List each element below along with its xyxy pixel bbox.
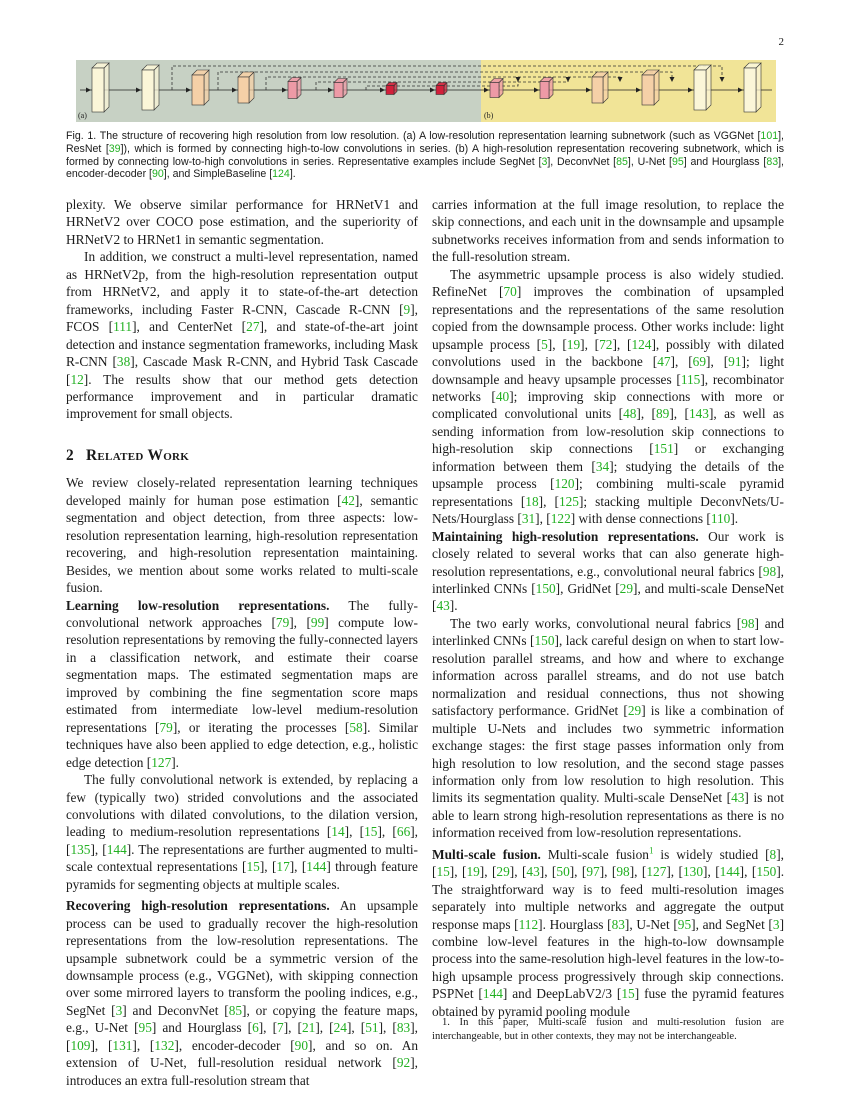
paragraph-heading: Learning low-resolution representations. xyxy=(66,597,330,613)
text-run: ], DeconvNet [ xyxy=(547,155,617,168)
citation-link[interactable]: 24 xyxy=(333,1020,347,1036)
text-run: ], [ xyxy=(449,864,467,880)
text-run: ], [ xyxy=(547,336,567,352)
citation-link[interactable]: 47 xyxy=(657,354,671,370)
text-run: We review closely-related representation learning techniques developed mainly for human pose estimation [ xyxy=(66,475,418,508)
text-run: ], [ xyxy=(666,864,683,880)
paragraph xyxy=(432,615,784,842)
text-run: ]. The straightforward way is to feed multi-resolution images separately into multiple networks and aggregate the output response maps [ xyxy=(432,864,785,932)
citation-link[interactable]: 69 xyxy=(692,354,707,370)
text-run: ]. Hourglass [ xyxy=(538,916,612,932)
citation-link[interactable]: 143 xyxy=(688,406,709,422)
text-run: ], [ xyxy=(378,1020,397,1036)
text-run: ] improves the combination of upsampled representations and the representations of the same resolution copied from the downsample process. Other works include: light upsample process [ xyxy=(432,284,784,352)
citation-link[interactable]: 125 xyxy=(558,493,579,509)
citation-link[interactable]: 43 xyxy=(436,598,450,614)
citation-link[interactable]: 124 xyxy=(631,336,652,352)
text-run: ], [ xyxy=(283,1020,302,1036)
text-run: ]; light downsample and heavy upsample processes [ xyxy=(432,354,785,387)
text-run: ], [ xyxy=(636,406,656,422)
text-run: is widely studied [ xyxy=(653,846,770,862)
section-title: Related Work xyxy=(86,446,190,464)
citation-link[interactable]: 34 xyxy=(595,458,610,474)
text-run: ], recombinator networks [ xyxy=(432,371,784,404)
text-run: Our work is closely related to several works that can also generate high-resolution representations, e.g., convolutional neural fabrics [ xyxy=(432,528,784,579)
citation-link[interactable]: 70 xyxy=(503,284,517,300)
text-run: ]; combining multi-scale pyramid representations [ xyxy=(432,476,784,509)
citation-link[interactable]: 90 xyxy=(151,168,164,181)
text-run: ] combine low-level features in the high-to-low downsample process into the same-resolution high-level features in the low-to-high upsample process progressively through skip connections. PSPNet [ xyxy=(432,916,785,1002)
text-run: ] and DeconvNet [ xyxy=(122,1002,229,1018)
paragraph xyxy=(66,196,418,248)
text-run: ], [ xyxy=(580,336,600,352)
text-run: ]. xyxy=(289,168,296,181)
text-run: ], interlinked CNNs [ xyxy=(432,563,784,596)
citation-link[interactable]: 150 xyxy=(534,633,555,649)
citation-link[interactable]: 92 xyxy=(396,1055,411,1071)
text-run: ], [ xyxy=(509,864,527,880)
text-run: ]. The results show that our method gets detection performance improvement and in particular dramatic improvement for small objects. xyxy=(66,371,418,422)
text-run: ], FCOS [ xyxy=(66,301,418,335)
text-run: ], [ xyxy=(706,354,729,370)
citation-link[interactable]: 83 xyxy=(611,916,625,932)
text-run: ], [ xyxy=(344,824,365,840)
text-run: ], U-Net [ xyxy=(627,155,672,168)
citation-link[interactable]: 15 xyxy=(246,859,260,875)
citation-link[interactable]: 115 xyxy=(680,371,701,387)
citation-link[interactable]: 79 xyxy=(275,614,290,630)
text-run: ], lack careful design on when to start low-resolution parallel streams, and how and where to exchange information across parallel streams, and do not use batch normalization and residual connections, thus not showing satisfactory performance. GridNet [ xyxy=(432,633,784,719)
paragraph xyxy=(432,196,784,266)
citation-link[interactable]: 144 xyxy=(306,859,327,875)
text-run: The fully convolutional network is extended, by replacing a few (typically two) strided convolutions and the associated convolutions with dilated convolutions, to the dilation version, leading to medium-resolution representations [ xyxy=(66,772,418,840)
text-run: ] with dense connections [ xyxy=(570,511,711,527)
text-run: ], ResNet [ xyxy=(66,130,784,155)
citation-link[interactable]: 85 xyxy=(228,1002,243,1018)
citation-link[interactable]: 83 xyxy=(396,1020,411,1036)
text-run: ], or iterating the processes [ xyxy=(172,719,350,735)
citation-link[interactable]: 51 xyxy=(365,1020,379,1036)
text-run: Fig. 1. The structure of recovering high resolution from low resolution. (a) A low-resolution representation learning subnetwork (such as VGGNet [ xyxy=(66,130,761,142)
paragraph-heading: Multi-scale fusion. xyxy=(432,846,541,862)
text-run: ], [ xyxy=(569,864,587,880)
citation-link[interactable]: 144 xyxy=(106,841,127,857)
paragraph xyxy=(66,248,418,423)
text-run: ], [ xyxy=(670,354,693,370)
text-run: ], encoder-decoder [ xyxy=(66,155,784,181)
citation-link[interactable]: 79 xyxy=(159,719,173,735)
text-run: ]. xyxy=(730,511,739,527)
text-run: carries information at the full image resolution, to replace the skip connections, and each unit in the downsample and upsample subnetworks receives information from and sends information to the full-resolution stream. xyxy=(432,197,784,265)
citation-link[interactable]: 15 xyxy=(621,986,635,1002)
citation-link[interactable]: 99 xyxy=(310,614,325,630)
citation-link[interactable]: 43 xyxy=(731,790,745,806)
text-run: ], [ xyxy=(258,1020,278,1036)
citation-link[interactable]: 150 xyxy=(756,864,777,880)
paragraph xyxy=(66,897,418,1089)
citation-link[interactable]: 144 xyxy=(719,864,740,880)
citation-link[interactable]: 95 xyxy=(677,916,692,932)
text-run: ]. xyxy=(449,598,458,614)
paragraph xyxy=(66,597,418,772)
citation-link[interactable]: 19 xyxy=(566,336,581,352)
text-run: ], and SegNet [ xyxy=(691,916,773,932)
citation-link[interactable]: 21 xyxy=(301,1020,316,1036)
text-run: ], U-Net [ xyxy=(624,916,678,932)
citation-link[interactable]: 15 xyxy=(364,824,378,840)
page-number: 2 xyxy=(778,36,784,48)
paragraph-heading: Maintaining high-resolution representations. xyxy=(432,528,699,544)
citation-link[interactable]: 9 xyxy=(403,301,411,317)
text-run: ], as well as sending information from low-resolution skip connections to high-resolution skip connections [ xyxy=(432,406,785,457)
text-run: ], introduces an extra full-resolution stream that xyxy=(66,1055,418,1088)
text-run: ] is like a combination of multiple U-Nets and includes two symmetric information exchange stages: the first stage passes information only from high resolution to low resolution, and the second stage passes information only from low resolution to high resolution. This limits its segmentation quality. Multi-scale DenseNet [ xyxy=(432,703,785,806)
citation-link[interactable]: 42 xyxy=(341,492,355,508)
footnote xyxy=(432,1016,784,1043)
citation-link[interactable]: 5 xyxy=(541,336,548,352)
citation-link[interactable]: 109 xyxy=(70,1037,91,1053)
citation-link[interactable]: 17 xyxy=(276,859,290,875)
citation-link[interactable]: 151 xyxy=(653,441,674,457)
citation-link[interactable]: 15 xyxy=(436,864,450,880)
text-run: ]. The representations are further augmented to multi-scale contextual representations [ xyxy=(66,841,419,875)
paragraph xyxy=(66,474,418,596)
citation-link[interactable]: 127 xyxy=(151,754,172,770)
right-column xyxy=(432,196,784,1020)
text-run: ], and state-of-the-art joint detection and instance segmentation frameworks, including Mask R-CNN [ xyxy=(66,319,418,370)
figure-caption xyxy=(66,130,784,181)
text-run: ] and interlinked CNNs [ xyxy=(432,615,785,649)
citation-link[interactable]: 131 xyxy=(112,1037,133,1053)
citation-link[interactable]: 135 xyxy=(70,841,91,857)
citation-link[interactable]: 29 xyxy=(496,864,510,880)
citation-link[interactable]: 18 xyxy=(525,493,539,509)
citation-link[interactable]: 3 xyxy=(772,916,780,932)
citation-link[interactable]: 39 xyxy=(108,142,121,155)
citation-link[interactable]: 122 xyxy=(550,511,571,527)
citation-link[interactable]: 127 xyxy=(646,864,667,880)
left-column xyxy=(66,196,418,1089)
citation-link[interactable]: 38 xyxy=(116,354,131,370)
text-run: ], [ xyxy=(599,864,617,880)
text-run: In addition, we construct a multi-level representation, named as HRNetV2p, from the high-resolution representation output from HRNetV2, and apply it to state-of-the-art detection frameworks, including Faster R-CNN, Cascade R-CNN [ xyxy=(66,249,418,317)
text-run: ], encoder-decoder [ xyxy=(174,1037,295,1053)
text-run: ], [ xyxy=(377,824,397,840)
text-run: ] and Hourglass [ xyxy=(151,1020,253,1036)
figure-network-diagram xyxy=(76,60,776,122)
text-run: plexity. We observe similar performance for HRNetV1 and HRNetV2 over COCO pose estimation, and the superiority of HRNetV2 to HRNet1 in semantic segmentation. xyxy=(66,197,418,247)
citation-link[interactable]: 7 xyxy=(277,1020,284,1036)
citation-link[interactable]: 150 xyxy=(535,580,556,596)
citation-link[interactable]: 40 xyxy=(495,388,510,404)
citation-link[interactable]: 31 xyxy=(521,511,536,527)
citation-link[interactable]: 66 xyxy=(396,824,411,840)
citation-link[interactable]: 89 xyxy=(656,406,670,422)
text-run: ]; stacking multiple DeconvNets/U-Nets/Hourglass [ xyxy=(432,493,784,527)
text-run: ]. xyxy=(171,754,180,770)
citation-link[interactable]: 14 xyxy=(331,824,345,840)
citation-link[interactable]: 90 xyxy=(294,1037,308,1053)
citation-link[interactable]: 120 xyxy=(554,476,575,492)
paragraph xyxy=(432,846,784,1021)
footnote-marker[interactable]: 1 xyxy=(648,845,654,856)
citation-link[interactable]: 29 xyxy=(619,580,633,596)
citation-link[interactable]: 112 xyxy=(518,916,539,932)
section-number: 2 xyxy=(66,446,74,464)
paragraph xyxy=(432,266,784,528)
citation-link[interactable]: 72 xyxy=(599,336,613,352)
text-run: ], and multi-scale DenseNet [ xyxy=(432,580,784,614)
citation-link[interactable]: 97 xyxy=(586,864,600,880)
paragraph xyxy=(66,771,418,893)
citation-link[interactable]: 6 xyxy=(252,1020,259,1036)
citation-link[interactable]: 95 xyxy=(671,155,684,168)
text-run: ], [ xyxy=(703,864,720,880)
text-run: ]; studying the details of the upsample process [ xyxy=(432,458,784,492)
text-run: ], [ xyxy=(259,859,277,875)
citation-link[interactable]: 144 xyxy=(482,986,503,1002)
citation-link[interactable]: 27 xyxy=(246,319,260,335)
text-run: ]), which is formed by connecting high-to-low convolutions in series. (b) A high-resolution representation recovering subnetwork, which is formed by connecting low-to-high convolutions in series. Representative examples include SegNet [ xyxy=(66,142,784,168)
text-run: ] or exchanging information between them [ xyxy=(432,441,784,474)
text-run: ], [ xyxy=(739,864,757,880)
panel-b-label: (b) xyxy=(484,111,494,120)
citation-link[interactable]: 58 xyxy=(349,719,363,735)
text-run: ], [ xyxy=(612,336,632,352)
citation-link[interactable]: 3 xyxy=(115,1002,123,1018)
citation-link[interactable]: 83 xyxy=(766,155,779,168)
citation-link[interactable]: 8 xyxy=(769,846,777,862)
text-run: ], semantic segmentation and object detection, from three aspects: low-resolution representation learning, high-resolution representation recovering, and high-resolution representation maintaining. Besides, we mention about some works related to multi-scale fusion. xyxy=(66,492,418,596)
citation-link[interactable]: 29 xyxy=(627,703,642,719)
text-run: ], [ xyxy=(90,1037,113,1053)
footnote-text: 1. In this paper, Multi-scale fusion and multi-resolution fusion are interchangeable, but in other contexts, they may not be interchangeable. xyxy=(432,1017,784,1042)
citation-link[interactable]: 91 xyxy=(728,354,742,370)
text-run: ] through feature pyramids for segmenting objects at multiple scales. xyxy=(66,859,418,892)
text-run: ]. Similar techniques have also been applied to edge detection, e.g., holistic edge detection [ xyxy=(66,719,419,770)
text-run: ], [ xyxy=(132,1037,155,1053)
citation-link[interactable]: 101 xyxy=(760,130,779,142)
text-run: ], and so on. An extension of U-Net, full-resolution residual network [ xyxy=(66,1037,418,1071)
citation-link[interactable]: 48 xyxy=(623,406,637,422)
citation-link[interactable]: 132 xyxy=(154,1037,175,1053)
citation-link[interactable]: 130 xyxy=(683,864,704,880)
text-run: The asymmetric upsample process is also widely studied. RefineNet [ xyxy=(432,266,784,300)
citation-link[interactable]: 12 xyxy=(70,371,84,387)
paragraph xyxy=(432,528,784,615)
text-run: ], [ xyxy=(90,841,107,857)
citation-link[interactable]: 98 xyxy=(616,864,630,880)
text-run: ], [ xyxy=(479,864,497,880)
text-run: ] is not able to learn strong high-resolution representations as there is no information received from low-resolution representations. xyxy=(432,790,785,841)
text-run: An upsample process can be used to gradually recover the high-resolution representations from the low-resolution representations. The upsample subnetwork could be a symmetric version of the downsample process (e.g., VGGNet), with skipping connection over some mirrored layers to transform the pooling indices, e.g., SegNet [ xyxy=(66,898,418,1018)
text-run: Multi-scale fusion xyxy=(540,846,649,862)
text-run: ], GridNet [ xyxy=(555,580,620,596)
text-run: ], [ xyxy=(535,511,551,527)
text-run: ] fuse the pyramid features obtained by pyramid pooling module xyxy=(432,986,785,1019)
panel-b-background xyxy=(481,60,776,122)
citation-link[interactable]: 124 xyxy=(272,168,290,181)
text-run: ], [ xyxy=(289,859,307,875)
text-run: ] and Hourglass [ xyxy=(683,155,767,168)
citation-link[interactable]: 19 xyxy=(466,864,480,880)
citation-link[interactable]: 3 xyxy=(541,155,548,168)
text-run: ], [ xyxy=(539,864,557,880)
citation-link[interactable]: 98 xyxy=(741,615,755,631)
text-run: ], [ xyxy=(315,1020,334,1036)
text-run: ], [ xyxy=(289,614,311,630)
citation-link[interactable]: 43 xyxy=(526,864,540,880)
text-run: ], [ xyxy=(66,824,419,857)
text-run: ], [ xyxy=(629,864,647,880)
text-run: ]; improving skip connections with more or complicated convolutional units [ xyxy=(432,388,785,422)
text-run: The two early works, convolutional neural fabrics [ xyxy=(450,615,742,631)
paragraph-heading: Recovering high-resolution representations. xyxy=(66,898,330,914)
citation-link[interactable]: 50 xyxy=(556,864,570,880)
text-run: ], [ xyxy=(669,406,689,422)
text-run: ], or copying the feature maps, e.g., U-Net [ xyxy=(66,1002,418,1036)
text-run: ], [ xyxy=(538,493,559,509)
text-run: ], and CenterNet [ xyxy=(132,319,247,335)
text-run: ], [ xyxy=(66,1020,418,1053)
text-run: ], and SimpleBaseline [ xyxy=(163,168,273,181)
panel-a-label: (a) xyxy=(78,111,87,120)
citation-link[interactable]: 85 xyxy=(616,155,628,168)
citation-link[interactable]: 98 xyxy=(762,563,777,579)
citation-link[interactable]: 95 xyxy=(138,1020,152,1036)
text-run: ], [ xyxy=(432,846,784,880)
section-heading xyxy=(66,447,418,464)
text-run: ], Cascade Mask R-CNN, and Hybrid Task Cascade [ xyxy=(66,354,418,387)
citation-link[interactable]: 110 xyxy=(710,511,731,527)
citation-link[interactable]: 111 xyxy=(113,319,133,335)
text-run: The fully-convolutional network approaches [ xyxy=(66,597,418,630)
text-run: ] and DeepLabV2/3 [ xyxy=(502,986,622,1002)
text-run: ] compute low-resolution representations by removing the fully-connected layers in a classification network, and estimate their coarse segmentation maps. The estimated segmentation maps are improved by combining the fine segmentation score maps estimated from intermediate low-level medium-resolution representations [ xyxy=(66,614,418,735)
text-run: ], possibly with dilated convolutions used in the backbone [ xyxy=(432,336,785,370)
text-run: ], [ xyxy=(346,1020,366,1036)
